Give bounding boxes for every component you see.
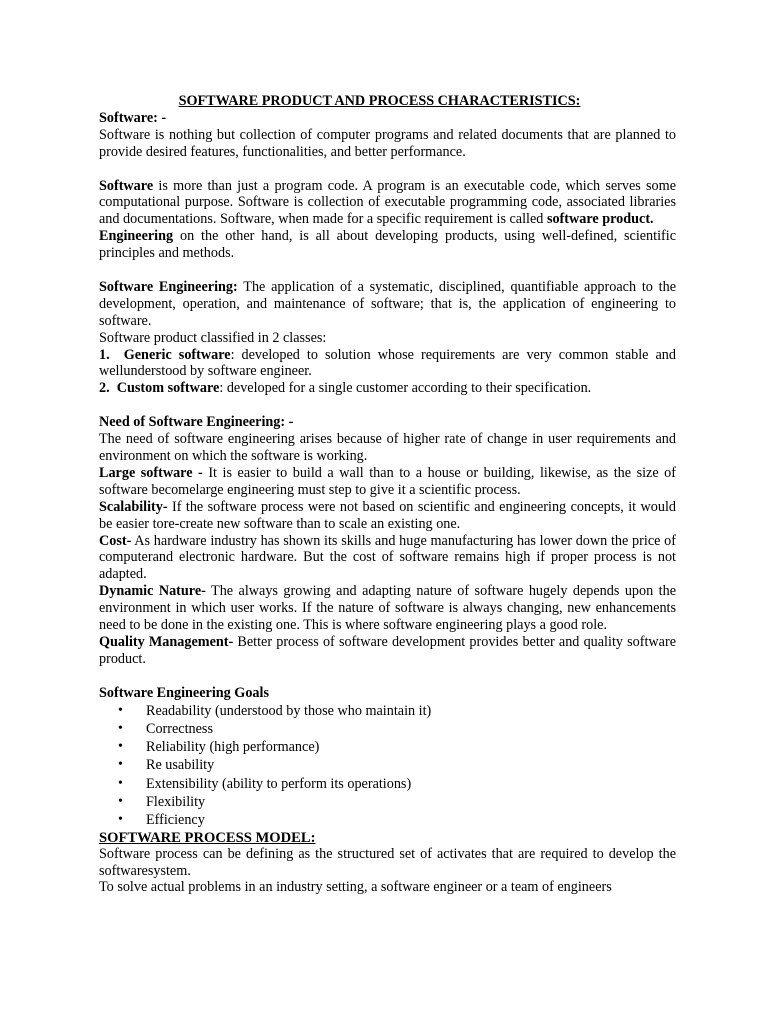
list-item: • Flexibility [99,793,676,811]
software-definition: Software is nothing but collection of computer programs and related documents that are planned to provide desired features, functionalities, and better performance. [99,126,676,160]
process-model-heading: SOFTWARE PROCESS MODEL: [99,829,316,846]
reason-item: Dynamic Nature- The always growing and adapting nature of software hugely depends upon the environment in which user works. If the nature of software is always changing, new enhancements need to be done in the existing one. This is where software engineering plays a good role. [99,583,676,634]
paragraph-software-engineering: Software Engineering: The application of a systematic, disciplined, quantifiable approach to the development, operation, and maintenance of software; that is, the application of engineering to software. [99,278,676,329]
classes-intro: Software product classified in 2 classes: [99,329,327,346]
reason-item: Quality Management- Better process of software development provides better and quality software product. [99,633,676,667]
list-item: • Readability (understood by those who maintain it) [99,702,676,720]
class-item: 1. Generic software: developed to solution whose requirements are very common stable and wellunderstood by software engineer. [99,346,676,380]
paragraph-software: Software is more than just a program code. A program is an executable code, which serves some computational purpose. Software is collection of executable programming code, associated libraries and documentations. Software, when made for a specific requirement is called software product. [99,177,676,228]
goals-heading: Software Engineering Goals [99,684,269,701]
list-item: • Reliability (high performance) [99,738,676,756]
list-item: • Re usability [99,756,676,774]
reason-item: Large software - It is easier to build a wall than to a house or building, likewise, as the size of software becomelarge engineering must step to give it a scientific process. [99,464,676,498]
goals-list [99,702,676,830]
process-paragraph: To solve actual problems in an industry setting, a software engineer or a team of engineers [99,879,612,896]
process-paragraph: Software process can be defining as the structured set of activates that are required to develop the softwaresystem. [99,845,676,879]
page-title: SOFTWARE PRODUCT AND PROCESS CHARACTERISTICS: [178,93,581,109]
need-heading: Need of Software Engineering: - [99,414,294,431]
document-page [99,93,676,896]
reason-item: Cost- As hardware industry has shown its skills and huge manufacturing has lower down the price of computerand electronic hardware. But the cost of software remains high if proper process is not adapted. [99,532,676,583]
need-text: The need of software engineering arises because of higher rate of change in user requirements and environment on which the software is working. [99,431,676,464]
software-heading: Software: - [99,109,167,126]
class-item: 2. Custom software: developed for a single customer according to their specification. [99,380,592,397]
list-item: • Efficiency [99,811,676,829]
list-item: • Extensibility (ability to perform its operations) [99,775,676,793]
paragraph-engineering: Engineering on the other hand, is all about developing products, using well-defined, scientific principles and methods. [99,228,676,262]
list-item: • Correctness [99,720,676,738]
reason-item: Scalability- If the software process were not based on scientific and engineering concepts, it would be easier tore-create new software than to scale an existing one. [99,498,676,532]
